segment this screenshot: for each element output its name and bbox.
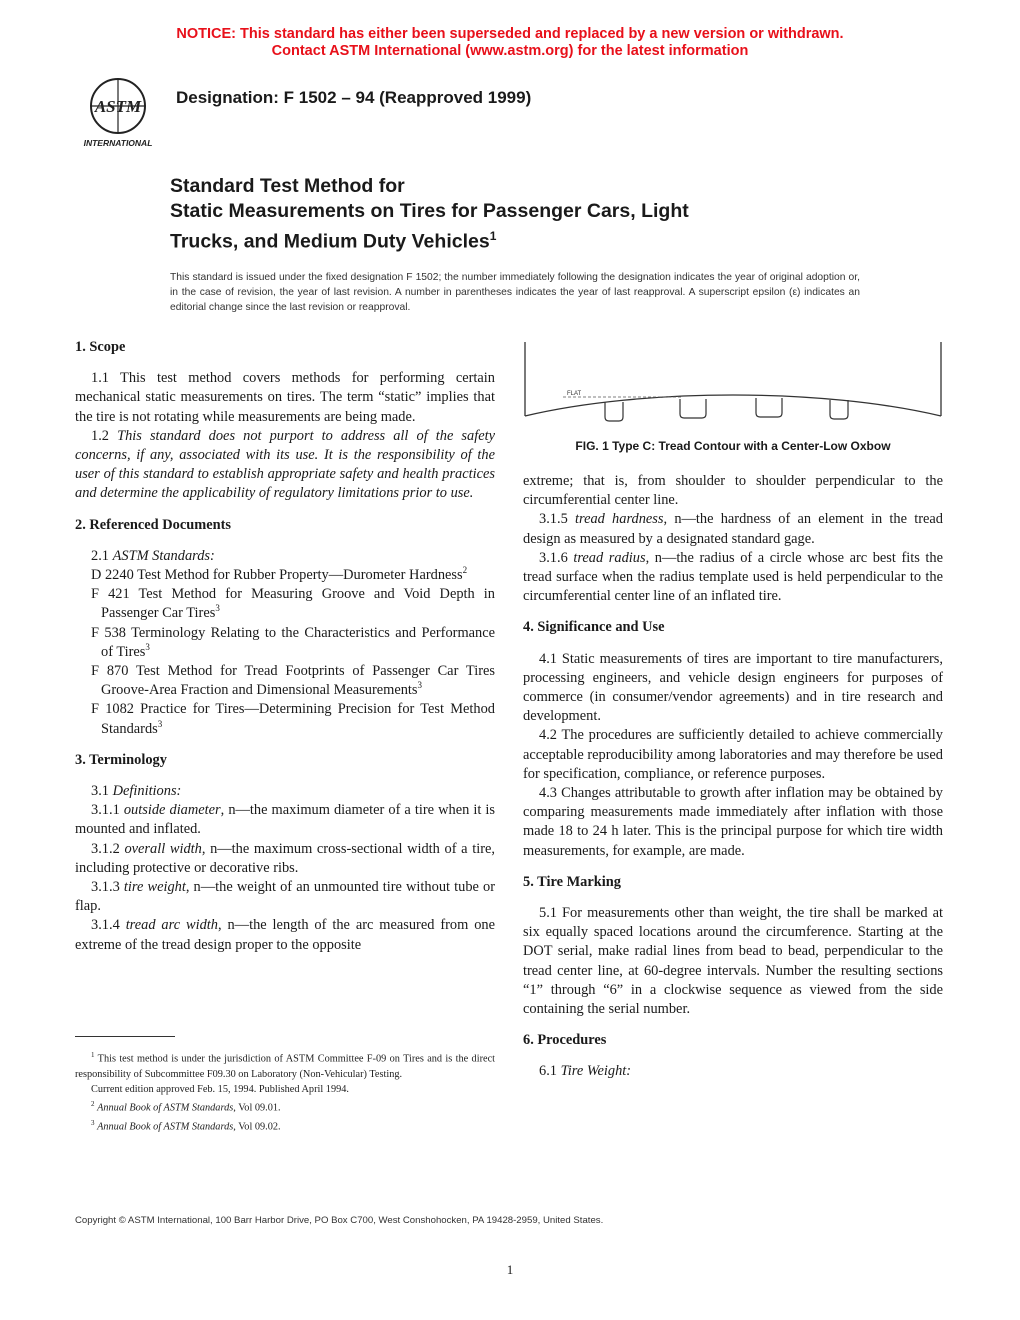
definition-item: 3.1.5 tread hardness, n—the hardness of an element in the tread design as measured by a designated standard gage. bbox=[523, 511, 943, 547]
procedures-heading: 6. Procedures bbox=[523, 1032, 607, 1049]
significance-heading: 4. Significance and Use bbox=[523, 619, 665, 636]
footnote-1: $^1$ This test method is under the jurisdiction of ASTM Committee F-09 on Tires and is the direct responsibility of Subcommittee F09.30 on Laboratory (Non-Vehicular) Testing. bbox=[75, 1051, 496, 1080]
left-column bbox=[75, 338, 495, 955]
logo-label: INTERNATIONAL bbox=[83, 138, 153, 148]
withdrawn-notice bbox=[0, 26, 1020, 60]
figure-caption: FIG. 1 Type C: Tread Contour with a Center-Low Oxbow bbox=[575, 439, 891, 453]
definitions-label: 3.1 Definitions: bbox=[91, 783, 182, 800]
title-line-1: Standard Test Method for bbox=[170, 175, 405, 197]
footnote-1b: Current edition approved Feb. 15, 1994. Published April 1994. bbox=[91, 1083, 349, 1095]
reference-item: F 538 Terminology Relating to the Characteristics and Performance of Tires$^3$ bbox=[91, 624, 495, 660]
footnote-2: $^2$ Annual Book of ASTM Standards, Vol 09.01. bbox=[91, 1100, 281, 1114]
definition-continuation: extreme; that is, from shoulder to shoulder perpendicular to the circumferential center line. bbox=[523, 473, 943, 509]
footnote-rule bbox=[75, 1036, 175, 1037]
scope-para-2: 1.2 This standard does not purport to address all of the safety concerns, if any, associated with its use. It is the responsibility of the user of this standard to establish appropriate safety and health practices and determine the applicability of regulatory limitations prior to use. bbox=[75, 427, 495, 502]
issuance-note: This standard is issued under the fixed designation F 1502; the number immediately following the designation indicates the year of original adoption or, in the case of revision, the year of last revision. A number in parentheses indicates the year of last reapproval. A superscript epsilon (ε) indicates an editorial change since the last revision or reapproval. bbox=[170, 272, 860, 313]
marking-para-1: 5.1 For measurements other than weight, the tire shall be marked at six equally spaced locations around the circumference. Starting at the DOT serial, make radial lines from bead to bead, perpendicular to the tread center line, at 60-degree intervals. Number the resulting sections “1” through “6” in a clockwise sequence as viewed from the side containing the serial number. bbox=[523, 905, 943, 1018]
footnote-3: $^3$ Annual Book of ASTM Standards, Vol 09.02. bbox=[91, 1118, 281, 1133]
document-title bbox=[170, 174, 870, 255]
significance-para-2: 4.2 The procedures are sufficiently detailed to achieve commercially acceptable reproducibility among laboratories and may therefore be used for specification, compliance, or reference purposes. bbox=[523, 727, 943, 782]
definition-item: 3.1.1 outside diameter, n—the maximum diameter of a tire when it is mounted and inflated. bbox=[75, 802, 496, 838]
flat-label: FLAT bbox=[567, 391, 582, 397]
title-line-3: Trucks, and Medium Duty Vehicles bbox=[170, 230, 490, 253]
copyright: Copyright © ASTM International, 100 Barr Harbor Drive, PO Box C700, West Conshohocken, PA 19428-2959, United States. bbox=[75, 1215, 604, 1226]
title-line-2: Static Measurements on Tires for Passenger Cars, Light bbox=[170, 200, 689, 222]
designation: Designation: F 1502 – 94 (Reapproved 1999) bbox=[176, 88, 532, 107]
referenced-heading: 2. Referenced Documents bbox=[75, 516, 231, 533]
definition-item: 3.1.3 tire weight, n—the weight of an unmounted tire without tube or flap. bbox=[75, 879, 496, 915]
significance-para-3: 4.3 Changes attributable to growth after inflation may be obtained by comparing measurements made immediately after inflation with those made 18 to 24 h later. This is the principal purpose for which tire width measurements, for example, are made. bbox=[523, 785, 943, 859]
logo-letters: ASTM bbox=[94, 97, 142, 116]
terminology-heading: 3. Terminology bbox=[75, 751, 167, 768]
definition-item: 3.1.2 overall width, n—the maximum cross-sectional width of a tire, including protective or decorative ribs. bbox=[75, 840, 495, 876]
reference-item: F 870 Test Method for Tread Footprints of Passenger Car Tires Groove-Area Fraction and Dimensional Measurements$^3$ bbox=[91, 663, 495, 699]
footnotes bbox=[75, 1048, 495, 1134]
astm-standards-label: 2.1 ASTM Standards: bbox=[91, 547, 215, 564]
page-number: 1 bbox=[506, 1262, 514, 1277]
notice-line-2: Contact ASTM International (www.astm.org) for the latest information bbox=[271, 43, 749, 59]
scope-heading: 1. Scope bbox=[75, 339, 126, 355]
scope-para-1: 1.1 This test method covers methods for performing certain mechanical static measurements on tires. The term “static” implies that the tire is not rotating while measurements are being made. bbox=[75, 370, 495, 425]
marking-heading: 5. Tire Marking bbox=[523, 873, 621, 890]
notice-line-1: NOTICE: This standard has either been superseded and replaced by a new version or withdrawn. bbox=[176, 26, 844, 42]
definition-item: 3.1.4 tread arc width, n—the length of the arc measured from one extreme of the tread design proper to the opposite bbox=[75, 917, 495, 953]
procedures-para-1: 6.1 Tire Weight: bbox=[539, 1063, 632, 1080]
significance-para-1: 4.1 Static measurements of tires are important to tire manufacturers, processing engineers, and vehicle design engineers for purposes of commerce (in consumer/vendor agreements) and in tire research and development. bbox=[523, 650, 943, 725]
reference-item: D 2240 Test Method for Rubber Property—Durometer Hardness$^2$ bbox=[91, 565, 468, 584]
right-column bbox=[523, 472, 943, 1082]
title-footnote-mark: 1 bbox=[489, 229, 497, 243]
definition-item: 3.1.6 tread radius, n—the radius of a circle whose arc best fits the tread surface when the radius template used is held perpendicular to the circumferential center line of an inflated tire. bbox=[523, 549, 943, 605]
astm-logo bbox=[74, 72, 162, 152]
reference-item: F 1082 Practice for Tires—Determining Precision for Test Method Standards$^3$ bbox=[91, 701, 495, 737]
tread-contour-figure bbox=[523, 342, 943, 422]
reference-item: F 421 Test Method for Measuring Groove and Void Depth in Passenger Car Tires$^3$ bbox=[91, 586, 495, 622]
